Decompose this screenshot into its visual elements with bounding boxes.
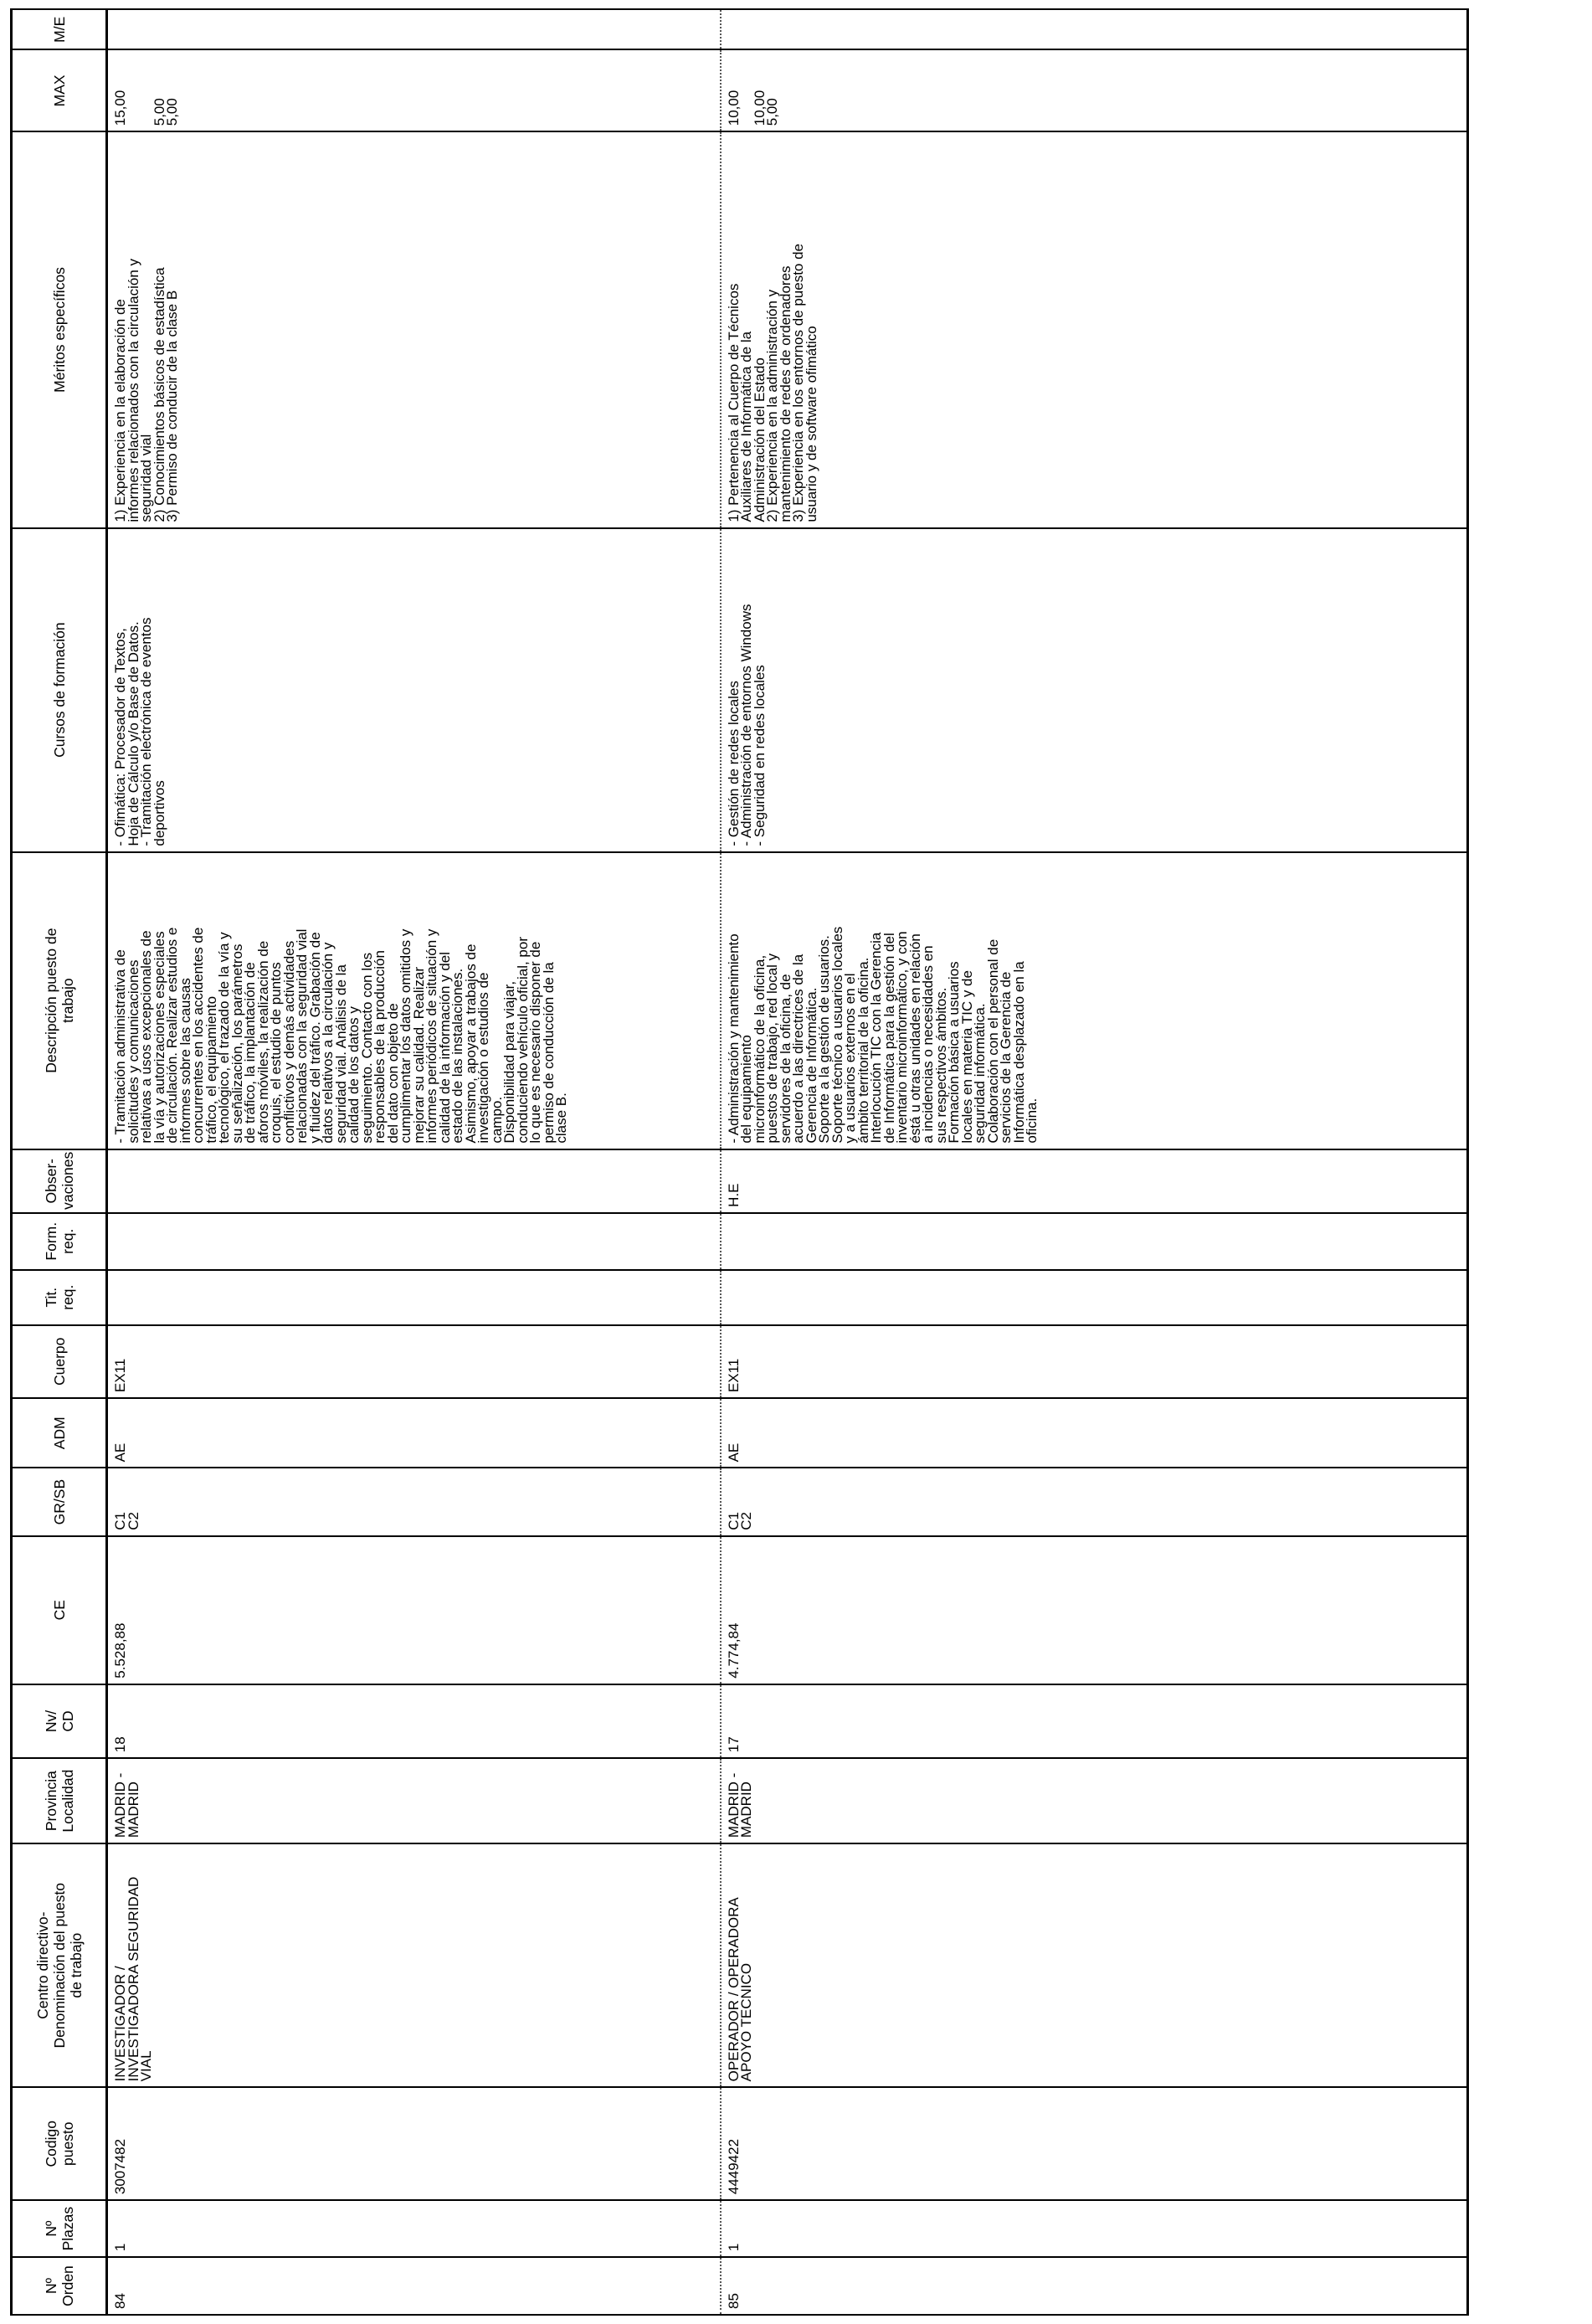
cell-cuerpo: EX11 [721,1325,1468,1398]
header-titulacion: Tit. req. [12,1270,107,1325]
positions-table [10,8,1469,2316]
cell-ce: 4.774,84 [721,1536,1468,1684]
header-nivel: Nv/ CD [12,1684,107,1759]
cell-descripcion: - Tramitación administrativa de solicitudes y comunicaciones relativas a usos excepcionales de la vía y autorizaciones especiales de circulación. Realizar estudios e informes sobre las causas concurrentes en los accidentes de tráfico, el equipamiento tecnológico, el trazado de la vía y su señalización, los parámetros de tráfico, la implantación de aforos móviles, la realización de croquis, el estudio de puntos conflictivos y demás actividades relacionadas con la seguridad vial y fluidez del tráfico. Grabación de datos relativos a la circulación y seguridad vial. Análisis de la calidad de los datos y seguimiento. Contacto con los responsables de la producción del dato con objeto de cumplimentar los datos omitidos y mejorar su calidad. Realizar informes periódicos de situación y calidad de la información y del estado de las instalaciones. Asimismo, apoyar a trabajos de investigación o estudios de campo. Disponibilidad para viajar, conduciendo vehículo oficial, por lo que es necesario disponer de permiso de conducción de la clase B. [107,852,721,1149]
header-provincia: Provincia Localidad [12,1758,107,1843]
cell-adm: AE [721,1398,1468,1468]
cell-nivel: 17 [721,1684,1468,1759]
cell-plazas: 1 [107,2200,721,2257]
cell-centro: OPERADOR / OPERADORA APOYO TECNICO [721,1843,1468,2087]
header-codigo: Codigo puesto [12,2087,107,2200]
table-row [721,9,1468,2315]
header-cursos: Cursos de formación [12,528,107,852]
cell-ce: 5.528,88 [107,1536,721,1684]
cell-codigo: 3007482 [107,2087,721,2200]
header-grupo: GR/SB [12,1468,107,1535]
table-row [107,9,721,2315]
header-plazas: Nº Plazas [12,2200,107,2257]
cell-formacion [721,1213,1468,1270]
header-adm: ADM [12,1398,107,1468]
header-cuerpo: Cuerpo [12,1325,107,1398]
cell-grupo: C1 C2 [107,1468,721,1535]
cell-provincia: MADRID - MADRID [721,1758,1468,1843]
cell-meritos: 1) Pertenencia al Cuerpo de Técnicos Auxiliares de Informática de la Administración del Estado 2) Experiencia en la administración y mantenimiento de redes de ordenadores 3) Experiencia en los entornos de puesto de usuario y de software ofimático [721,131,1468,527]
cell-descripcion: - Administración y mantenimiento del equipamiento microinformático de la oficina, puestos de trabajo, red local y servidores de la oficina, de acuerdo a las directrices de la Gerencia de Informática. Soporte a la gestión de usuarios. Soporte técnico a usuarios locales y a usuarios externos en el ámbito territorial de la oficina. Interlocución TIC con la Gerencia de Informática para la gestión del inventario microinformático, y con éstá u otras unidades en relación a incidencias o necesidades en sus respectivos ámbitos. Formación básica a usuarios locales en materia TIC y de seguridad informática. Colaboración con el personal de servicios de la Gerencia de Informática desplazado en la oficina. [721,852,1468,1149]
cell-cursos: - Ofimática: Procesador de Textos, Hoja de Cálculo y/o Base de Datos. - Tramitación electrónica de eventos deportivos [107,528,721,852]
header-centro: Centro directivo- Denominación del puesto de trabajo [12,1843,107,2087]
cell-adm: AE [107,1398,721,1468]
cell-cuerpo: EX11 [107,1325,721,1398]
cell-orden: 85 [721,2257,1468,2315]
cell-titulacion [721,1270,1468,1325]
header-row [12,9,107,2315]
header-max: MAX [12,49,107,131]
cell-me [721,9,1468,49]
header-descripcion: Descripción puesto de trabajo [12,852,107,1149]
cell-orden: 84 [107,2257,721,2315]
cell-codigo: 4449422 [721,2087,1468,2200]
header-meritos: Méritos específicos [12,131,107,527]
cell-observaciones [107,1149,721,1213]
cell-titulacion [107,1270,721,1325]
cell-max: 15,00 5,00 5,00 [107,49,721,131]
cell-observaciones: H.E [721,1149,1468,1213]
cell-max: 10,00 10,00 5,00 [721,49,1468,131]
cell-meritos: 1) Experiencia en la elaboración de informes relacionados con la circulación y seguridad vial 2) Conocimientos básicos de estadística 3) Permiso de conducir de la clase B [107,131,721,527]
header-me: M/E [12,9,107,49]
cell-formacion [107,1213,721,1270]
cell-plazas: 1 [721,2200,1468,2257]
header-observaciones: Obser- vaciones [12,1149,107,1213]
header-ce: CE [12,1536,107,1684]
header-formacion: Form. req. [12,1213,107,1270]
cell-provincia: MADRID - MADRID [107,1758,721,1843]
cell-cursos: - Gestión de redes locales - Administración de entornos Windows - Seguridad en redes locales [721,528,1468,852]
cell-grupo: C1 C2 [721,1468,1468,1535]
header-orden: Nº Orden [12,2257,107,2315]
cell-nivel: 18 [107,1684,721,1759]
cell-me [107,9,721,49]
cell-centro: INVESTIGADOR / INVESTIGADORA SEGURIDAD VIAL [107,1843,721,2087]
